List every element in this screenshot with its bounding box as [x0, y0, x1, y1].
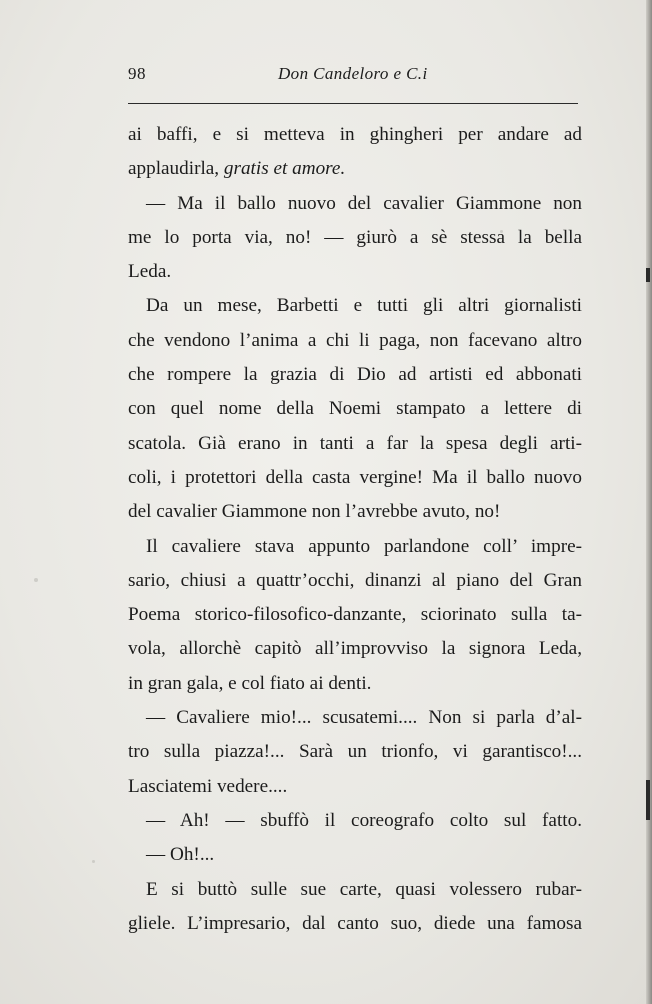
text-line: — Ma il ballo nuovo del cavalier Giammone non	[146, 192, 582, 214]
page-header	[128, 62, 580, 86]
text-line: me lo porta via, no! — giurò a sè stessa la bella	[128, 226, 582, 248]
running-title: Don Candeloro e C.i	[278, 64, 428, 83]
italic-phrase: gratis et amore.	[223, 158, 346, 180]
text-line: tro sulla piazza!... Sarà un trionfo, vi garantisco!...	[128, 741, 582, 763]
text-line: sario, chiusi a quattr’occhi, dinanzi al piano del Gran	[128, 569, 582, 591]
text-line: — Ah! — sbuffò il coreografo colto sul fatto.	[146, 809, 582, 831]
body-text	[128, 118, 582, 941]
text-line: in gran gala, e col fiato ai denti.	[128, 672, 372, 694]
text-line: — Oh!...	[146, 844, 215, 866]
paper-speck	[92, 860, 95, 863]
text-line: gliele. L’impresario, dal canto suo, diede una famosa	[128, 912, 582, 934]
text-line: scatola. Già erano in tanti a far la spesa degli arti-	[128, 432, 582, 454]
text-line: — Cavaliere mio!... scusatemi.... Non si parla d’al-	[146, 707, 582, 729]
page-edge	[646, 0, 652, 1004]
text-line: che vendono l’anima a chi li paga, non facevano altro	[128, 329, 582, 351]
text-line: Leda.	[128, 261, 172, 283]
text-line: ai baffi, e si metteva in ghingheri per andare ad	[128, 124, 582, 145]
paper-speck	[34, 578, 38, 582]
header-rule	[128, 103, 578, 104]
text-line: vola, allorchè capitò all’improvviso la signora Leda,	[128, 638, 582, 660]
text-line: E si buttò sulle sue carte, quasi volessero rubar-	[146, 878, 582, 900]
text-line: che rompere la grazia di Dio ad artisti ed abbonati	[128, 364, 582, 386]
text-line: applaudirla, gratis et amore.	[128, 158, 346, 180]
text-line: con quel nome della Noemi stampato a lettere di	[128, 398, 582, 420]
page-edge-mark	[646, 268, 650, 282]
text-line: Lasciatemi vedere....	[128, 775, 288, 797]
text-line: coli, i protettori della casta vergine! Ma il ballo nuovo	[128, 466, 582, 488]
text-line: Da un mese, Barbetti e tutti gli altri giornalisti	[146, 295, 582, 317]
page-number: 98	[128, 64, 146, 83]
text-line: del cavalier Giammone non l’avrebbe avuto, no!	[128, 501, 501, 523]
page-edge-mark	[646, 780, 650, 820]
text-line: Il cavaliere stava appunto parlandone coll’ impre-	[146, 535, 582, 557]
text-line: Poema storico-filosofico-danzante, sciorinato sulla ta-	[128, 604, 582, 626]
